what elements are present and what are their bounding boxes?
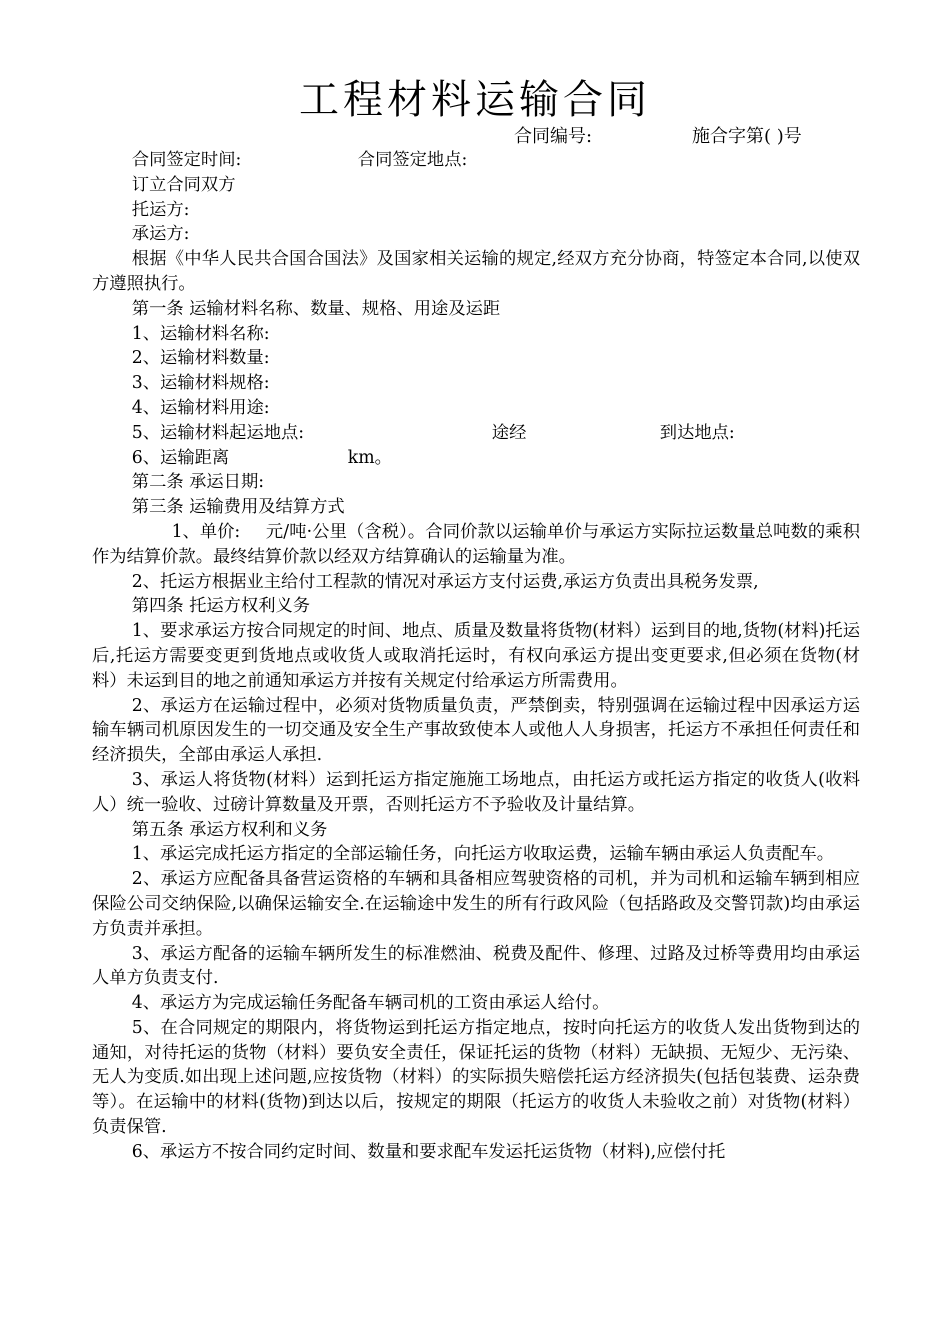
- article-5-para-2: 2、承运方应配备具备营运资格的车辆和具备相应驾驶资格的司机，并为司机和运输车辆到相应保险公司交纳保险,以确保运输安全.在运输途中发生的所有行政风险（包括路政及交警罚款)均由承运方负责并承担。: [92, 869, 860, 939]
- unit-price-label: 1、单价:: [171, 521, 241, 542]
- article-5-para-6: 6、承运方不按合同约定时间、数量和要求配车发运托运货物（材料),应偿付托: [131, 1141, 726, 1162]
- contract-number-label: 合同编号:: [514, 126, 593, 147]
- article-1-item-5: [92, 421, 860, 446]
- sign-place-label: 合同签定地点:: [357, 150, 468, 170]
- preamble-paragraph: 根据《中华人民共合国合国法》及国家相关运输的规定,经双方充分协商，特签定本合同,以使双方遵照执行。: [92, 249, 860, 294]
- article-1-item-1: 1、运输材料名称:: [131, 323, 270, 344]
- contract-number-value: 施合字第( )号: [692, 126, 802, 147]
- article-3-para-2: 2、托运方根据业主给付工程款的情况对承运方支付运费,承运方负责出具税务发票,: [131, 571, 759, 592]
- article-3-para-1: [92, 520, 860, 570]
- article-5-heading: 第五条 承运方权利和义务: [131, 819, 328, 840]
- article-1-item-6: [92, 446, 860, 471]
- article-2-heading: 第二条 承运日期:: [131, 472, 265, 493]
- distance-label: 6、运输距离: [131, 447, 230, 468]
- origin-label: 5、运输材料起运地点:: [131, 422, 305, 443]
- sign-time-label: 合同签定时间:: [131, 150, 242, 170]
- article-5-para-3: 3、承运方配备的运输车辆所发生的标准燃油、税费及配件、修理、过路及过桥等费用均由承运人单方负责支付.: [92, 943, 860, 989]
- article-1-item-2: 2、运输材料数量:: [131, 348, 270, 369]
- article-4-heading: 第四条 托运方权利义务: [131, 596, 311, 617]
- carrier-label: 承运方:: [131, 224, 190, 245]
- distance-unit: km。: [347, 447, 392, 468]
- article-4-para-1: 1、要求承运方按合同规定的时间、地点、质量及数量将货物(材料）运到目的地,货物(材料)托运后,托运方需要变更到货地点或收货人或取消托运时，有权向承运方提出变更要求,但必须在货物(材料）未运到目的地之前通知承运方并按有关规定付给承运方所需费用。: [92, 621, 860, 691]
- contract-body: [92, 148, 860, 1165]
- shipper-label: 托运方:: [131, 199, 190, 220]
- article-5-para-4: 4、承运方为完成运输任务配备车辆司机的工资由承运人给付。: [131, 993, 610, 1014]
- article-1-item-4: 4、运输材料用途:: [131, 397, 270, 418]
- document-title: 工程材料运输合同: [299, 77, 651, 123]
- via-label: 途经: [491, 422, 527, 443]
- article-4-para-3: 3、承运人将货物(材料）运到托运方指定施施工场地点，由托运方或托运方指定的收货人(收料人）统一验收、过磅计算数量及开票，否则托运方不予验收及计量结算。: [92, 769, 860, 815]
- article-4-para-2: 2、承运方在运输过程中，必须对货物质量负责，严禁倒卖，特别强调在运输过程中因承运方运输车辆司机原因发生的一切交通及安全生产事故致使本人或他人人身损害，托运方不承担任何责任和经济损失，全部由承运人承担.: [92, 695, 860, 766]
- sign-info-line: [92, 148, 860, 173]
- article-5-para-5: 5、在合同规定的期限内，将货物运到托运方指定地点，按时向托运方的收货人发出货物到达的通知，对待托运的货物（材料）要负安全责任，保证托运的货物（材料）无缺损、无短少、无污染、无人为变质.如出现上述问题,应按货物（材料）的实际损失赔偿托运方经济损失(包括包装费、运杂费等）。在运输中的材料(货物)到达以后，按规定的期限（托运方的收货人未验收之前）对货物(材料）负责保管.: [92, 1017, 860, 1138]
- article-5-para-1: 1、承运完成托运方指定的全部运输任务，向托运方收取运费，运输车辆由承运人负责配车。: [131, 844, 835, 865]
- parties-heading: 订立合同双方: [131, 174, 236, 195]
- destination-label: 到达地点:: [659, 422, 735, 443]
- unit-price-text: 元/吨·公里（含税）。合同价款以运输单价与承运方实际拉运数量总吨数的乘积作为结算价款。最终结算价款以经双方结算确认的运输量为准。: [92, 521, 860, 567]
- article-1-item-3: 3、运输材料规格:: [131, 373, 270, 394]
- article-1-heading: 第一条 运输材料名称、数量、规格、用途及运距: [131, 298, 501, 319]
- contract-number-line: [514, 125, 802, 149]
- article-3-heading: 第三条 运输费用及结算方式: [131, 497, 345, 518]
